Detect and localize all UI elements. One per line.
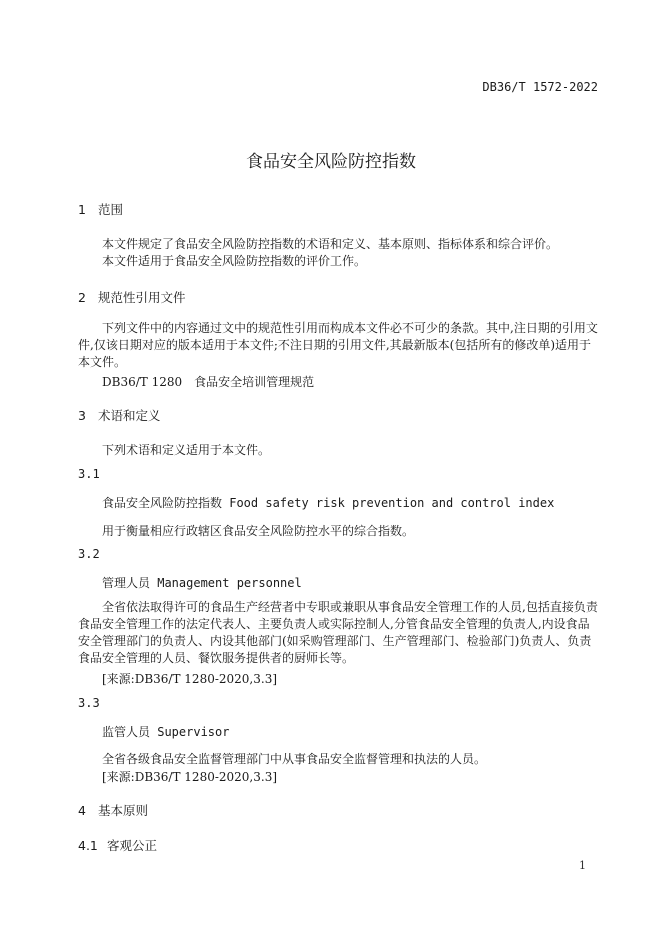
normative-reference: DB36/T 1280 食品安全培训管理规范: [102, 375, 315, 389]
section-1-heading: [78, 200, 123, 218]
paragraph: 本文件规定了食品安全风险防控指数的术语和定义、基本原则、指标体系和综合评价。: [102, 237, 559, 251]
term-definition: [78, 599, 600, 667]
section-number: 3: [78, 408, 86, 423]
paragraph-text: 全省依法取得许可的食品生产经营者中专职或兼职从事食品安全管理工作的人员,包括直接负责食品安全管理工作的法定代表人、主要负责人或实际控制人,分管食品安全管理的负责人,内设食品安全管理部门的负责人、内设其他部门(如采购管理部门、生产管理部门、检验部门)负责人、负责食品安全管理的人员、餐饮服务提供者的厨师长等。: [78, 600, 598, 665]
section-number: 4: [78, 803, 86, 818]
clause-number: 3.2: [78, 547, 100, 561]
subsection-4-1-heading: [78, 836, 157, 854]
section-title: 基本原则: [98, 803, 149, 818]
term-definition: 用于衡量相应行政辖区食品安全风险防控水平的综合指数。: [102, 524, 415, 538]
paragraph-text: 下列文件中的内容通过文中的规范性引用而构成本文件必不可少的条款。其中,注日期的引用文件,仅该日期对应的版本适用于本文件;不注日期的引用文件,其最新版本(包括所有的修改单)适用于本文件。: [78, 321, 598, 369]
section-title: 术语和定义: [98, 408, 161, 423]
term-heading: 监管人员 Supervisor: [102, 725, 230, 739]
term-source: [来源:DB36/T 1280-2020,3.3]: [102, 672, 278, 686]
subsection-title: 客观公正: [107, 838, 158, 853]
section-number: 2: [78, 290, 86, 305]
paragraph: [78, 320, 600, 371]
term-source: [来源:DB36/T 1280-2020,3.3]: [102, 770, 278, 784]
section-3-heading: [78, 406, 161, 424]
term-heading: 食品安全风险防控指数 Food safety risk prevention and control index: [102, 496, 555, 510]
section-4-heading: [78, 801, 148, 819]
clause-number: 3.1: [78, 467, 100, 481]
paragraph: 本文件适用于食品安全风险防控指数的评价工作。: [102, 254, 367, 268]
section-number: 1: [78, 202, 86, 217]
section-title: 规范性引用文件: [98, 290, 186, 305]
clause-number: 3.3: [78, 696, 100, 710]
section-2-heading: [78, 288, 186, 306]
document-number: DB36/T 1572-2022: [482, 80, 598, 94]
page-number: 1: [579, 859, 586, 872]
document-title: 食品安全风险防控指数: [246, 152, 416, 172]
paragraph: 下列术语和定义适用于本文件。: [102, 443, 271, 457]
term-heading: 管理人员 Management personnel: [102, 576, 302, 590]
section-title: 范围: [98, 202, 124, 217]
term-definition: 全省各级食品安全监督管理部门中从事食品安全监督管理和执法的人员。: [102, 752, 487, 766]
subsection-number: 4.1: [78, 838, 98, 853]
